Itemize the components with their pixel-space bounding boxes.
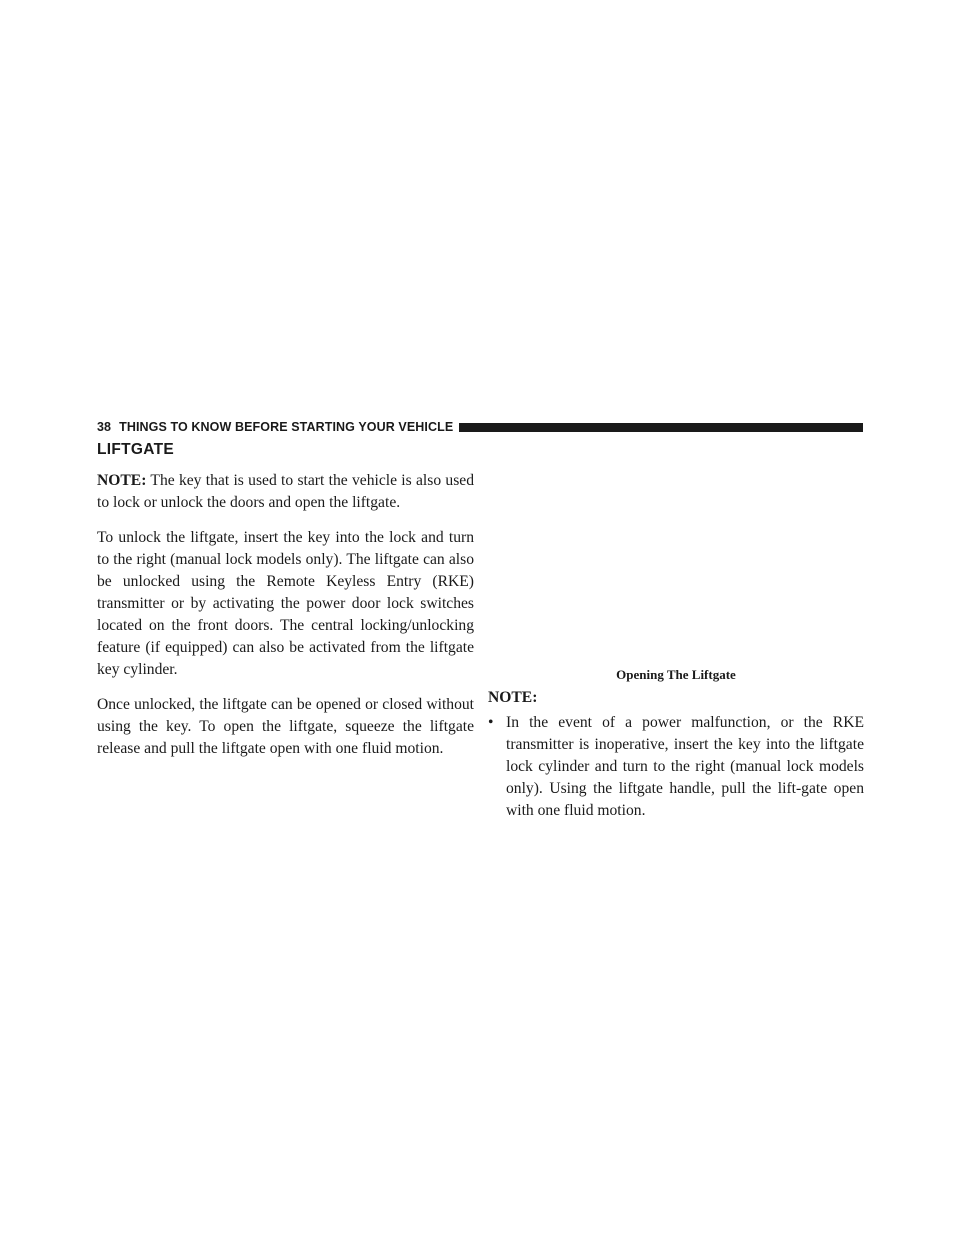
bullet-icon: • bbox=[488, 714, 494, 731]
section-title: LIFTGATE bbox=[97, 441, 175, 458]
page-number: 38 bbox=[97, 420, 112, 434]
left-column bbox=[97, 470, 474, 773]
bullet-text: In the event of a power malfunction, or the RKE transmitter is inoperative, insert the key into the liftgate lock cylinder and turn to the right (manual lock models only). Using the liftgate handle, pull the lift-gate open with one fluid motion. bbox=[506, 714, 864, 819]
note-bullet-list bbox=[488, 712, 864, 822]
list-item bbox=[488, 712, 864, 822]
header-rule bbox=[459, 423, 863, 432]
right-note-label: NOTE: bbox=[488, 689, 538, 706]
paragraph-unlock: To unlock the liftgate, insert the key into the lock and turn to the right (manual lock models only). The liftgate can also be unlocked using the Remote Keyless Entry (RKE) transmitter or by activating the power door lock switches located on the front doors. The central locking/unlocking feature (if equipped) can also be activated from the liftgate key cylinder. bbox=[97, 529, 474, 678]
running-title: THINGS TO KNOW BEFORE STARTING YOUR VEHICLE bbox=[119, 420, 454, 434]
note-label: NOTE: bbox=[97, 472, 147, 489]
paragraph-open: Once unlocked, the liftgate can be opened or closed without using the key. To open the liftgate, squeeze the liftgate release and pull the liftgate open with one fluid motion. bbox=[97, 696, 474, 757]
page-header bbox=[97, 419, 863, 435]
figure-caption: Opening The Liftgate bbox=[616, 667, 736, 682]
running-header bbox=[97, 420, 453, 434]
figure-placeholder bbox=[488, 465, 864, 660]
note-text: The key that is used to start the vehicle is also used to lock or unlock the doors and open the liftgate. bbox=[97, 472, 474, 511]
note-paragraph bbox=[97, 470, 474, 514]
